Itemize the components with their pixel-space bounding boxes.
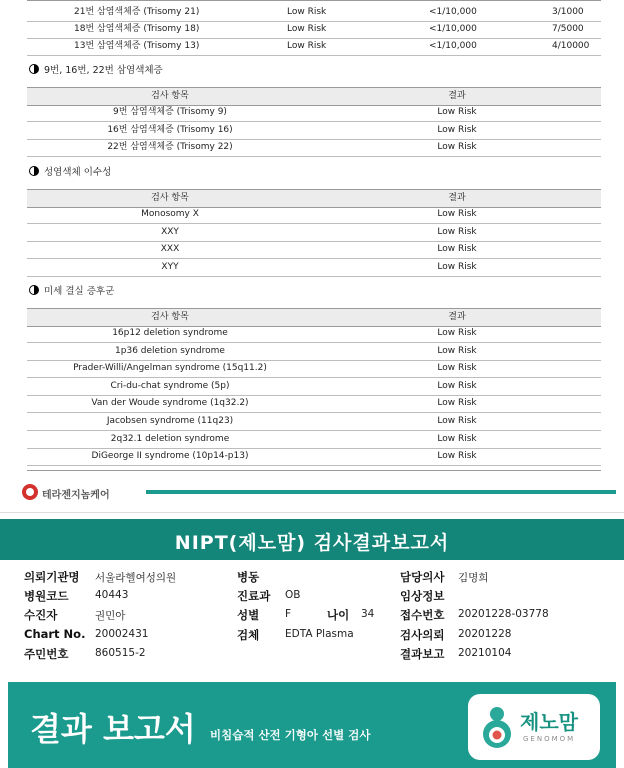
test-item-cell: Jacobsen syndrome (11q23) (106, 416, 234, 426)
genomom-logo-icon (478, 704, 516, 750)
header-result: 결과 (448, 312, 466, 322)
info-value: F (285, 608, 292, 620)
info-label: 의뢰기관명 (24, 570, 80, 584)
table-row (27, 378, 601, 396)
ratio-cell: 4/10000 (552, 41, 590, 51)
brand-logo-box (468, 694, 600, 760)
table-row (27, 224, 601, 242)
section-title-text: 성염색체 이수성 (44, 167, 112, 178)
info-value: 20201228 (458, 628, 512, 640)
info-label: 성별 (237, 608, 260, 622)
result-cell: Low Risk (437, 244, 477, 255)
section-title (29, 166, 111, 179)
info-value: 서울라헬여성의원 (95, 572, 177, 584)
info-label: 검체 (237, 628, 260, 642)
table-row (27, 241, 601, 259)
section-title-text: 9번, 16번, 22번 삼염색체증 (44, 65, 163, 76)
info-label: 접수번호 (400, 608, 445, 622)
info-label: 병동 (237, 570, 260, 584)
result-banner (8, 682, 616, 768)
section-title-text: 미세 결실 증후군 (44, 286, 115, 297)
info-value: 860515-2 (95, 647, 146, 659)
probability-cell: <1/10,000 (429, 41, 477, 51)
result-cell: Low Risk (437, 380, 477, 391)
info-value: 20201228-03778 (458, 608, 549, 620)
test-item-cell: DiGeorge II syndrome (10p14-p13) (91, 451, 249, 462)
info-label: 결과보고 (400, 647, 445, 661)
result-cell: Low Risk (437, 261, 477, 272)
result-cell: Low Risk (437, 433, 477, 444)
header-result: 결과 (448, 91, 466, 101)
info-value: 40443 (95, 589, 129, 601)
info-value: 20210104 (458, 647, 512, 659)
page-separator (0, 512, 624, 513)
info-label: 검사의뢰 (400, 628, 445, 642)
result-cell: Low Risk (437, 328, 477, 338)
table-row (27, 4, 601, 22)
table-row (27, 431, 601, 449)
top-table-border (27, 0, 601, 1)
test-item-cell: Prader-Willi/Angelman syndrome (15q11.2) (73, 363, 267, 374)
table-row (27, 325, 601, 343)
footer-teal-line (146, 490, 616, 494)
footer-logo-text: 테라젠지놈케어 (42, 490, 110, 501)
result-cell: Low Risk (437, 363, 477, 374)
table-row (27, 448, 601, 466)
table-row (27, 395, 601, 413)
info-label: 수진자 (24, 608, 58, 622)
banner-title: 결과 보고서 (30, 710, 196, 748)
info-value: 20002431 (95, 628, 149, 640)
test-item-cell: 2q32.1 deletion syndrome (110, 433, 230, 444)
test-item-cell: 1p36 deletion syndrome (115, 345, 225, 356)
result-cell: Low Risk (437, 209, 477, 219)
result-cell: Low Risk (437, 451, 477, 462)
risk-cell: Low Risk (287, 24, 327, 34)
header-result: 결과 (448, 193, 466, 203)
risk-cell: Low Risk (287, 41, 327, 51)
risk-cell: Low Risk (287, 7, 327, 17)
brand-sub: GENOMOM (523, 735, 576, 743)
ratio-cell: 7/5000 (552, 24, 584, 34)
info-label: 주민번호 (24, 647, 69, 661)
test-item-cell: Cri-du-chat syndrome (5p) (110, 380, 230, 391)
test-item-cell: 16번 삼염색체증 (Trisomy 16) (107, 124, 233, 135)
info-value: 34 (361, 608, 375, 620)
test-item-cell: 9번 삼염색체증 (Trisomy 9) (113, 107, 227, 117)
table-row (27, 122, 601, 140)
info-label: 임상정보 (400, 589, 445, 603)
header-item: 검사 항목 (151, 312, 189, 322)
test-item-cell: 22번 삼염색체증 (Trisomy 22) (107, 142, 233, 153)
test-item-cell: Van der Woude syndrome (1q32.2) (91, 398, 249, 409)
table-row (27, 360, 601, 378)
test-item-cell: XYY (161, 261, 179, 272)
probability-cell: <1/10,000 (429, 7, 477, 17)
info-value: 권민아 (95, 610, 126, 622)
result-cell: Low Risk (437, 107, 477, 117)
section-title (29, 285, 114, 298)
header-item: 검사 항목 (151, 91, 189, 101)
table-row (27, 259, 601, 277)
report-title: NIPT(제노맘) 검사결과보고서 (174, 532, 450, 554)
info-label: 병원코드 (24, 589, 69, 603)
test-name-cell: 18번 삼염색체증 (Trisomy 18) (74, 24, 200, 34)
table-row (27, 21, 601, 39)
table-row (27, 139, 601, 157)
info-label: 나이 (327, 608, 350, 622)
result-cell: Low Risk (437, 345, 477, 356)
result-cell: Low Risk (437, 398, 477, 409)
page-end-line (27, 470, 601, 471)
result-cell: Low Risk (437, 124, 477, 135)
section-title (29, 64, 163, 77)
info-label: 진료과 (237, 589, 271, 603)
theragen-logo-icon-inner (26, 488, 34, 496)
header-item: 검사 항목 (151, 193, 189, 203)
table-row (27, 104, 601, 122)
info-value: OB (285, 589, 301, 601)
info-value: EDTA Plasma (285, 628, 354, 640)
table-row (27, 343, 601, 361)
test-name-cell: 21번 삼염색체증 (Trisomy 21) (74, 7, 200, 17)
half-circle-icon (29, 285, 39, 295)
test-item-cell: XXX (160, 244, 180, 255)
table-row (27, 206, 601, 224)
half-circle-icon (29, 166, 39, 176)
table-row (27, 38, 601, 56)
result-cell: Low Risk (437, 142, 477, 153)
result-cell: Low Risk (437, 416, 477, 426)
test-name-cell: 13번 삼염색체증 (Trisomy 13) (74, 41, 200, 51)
result-cell: Low Risk (437, 226, 477, 237)
half-circle-icon (29, 64, 39, 74)
test-item-cell: Monosomy X (141, 209, 199, 219)
info-label: 담당의사 (400, 570, 445, 584)
report-title-bar (0, 519, 624, 560)
info-value: 김명희 (458, 572, 489, 584)
info-label: Chart No. (24, 627, 86, 641)
banner-subtitle: 비침습적 산전 기형아 선별 검사 (210, 728, 371, 742)
probability-cell: <1/10,000 (429, 24, 477, 34)
ratio-cell: 3/1000 (552, 7, 584, 17)
brand-name: 제노맘 (520, 710, 578, 734)
test-item-cell: XXY (161, 226, 179, 237)
test-item-cell: 16p12 deletion syndrome (112, 328, 228, 338)
table-row (27, 413, 601, 431)
